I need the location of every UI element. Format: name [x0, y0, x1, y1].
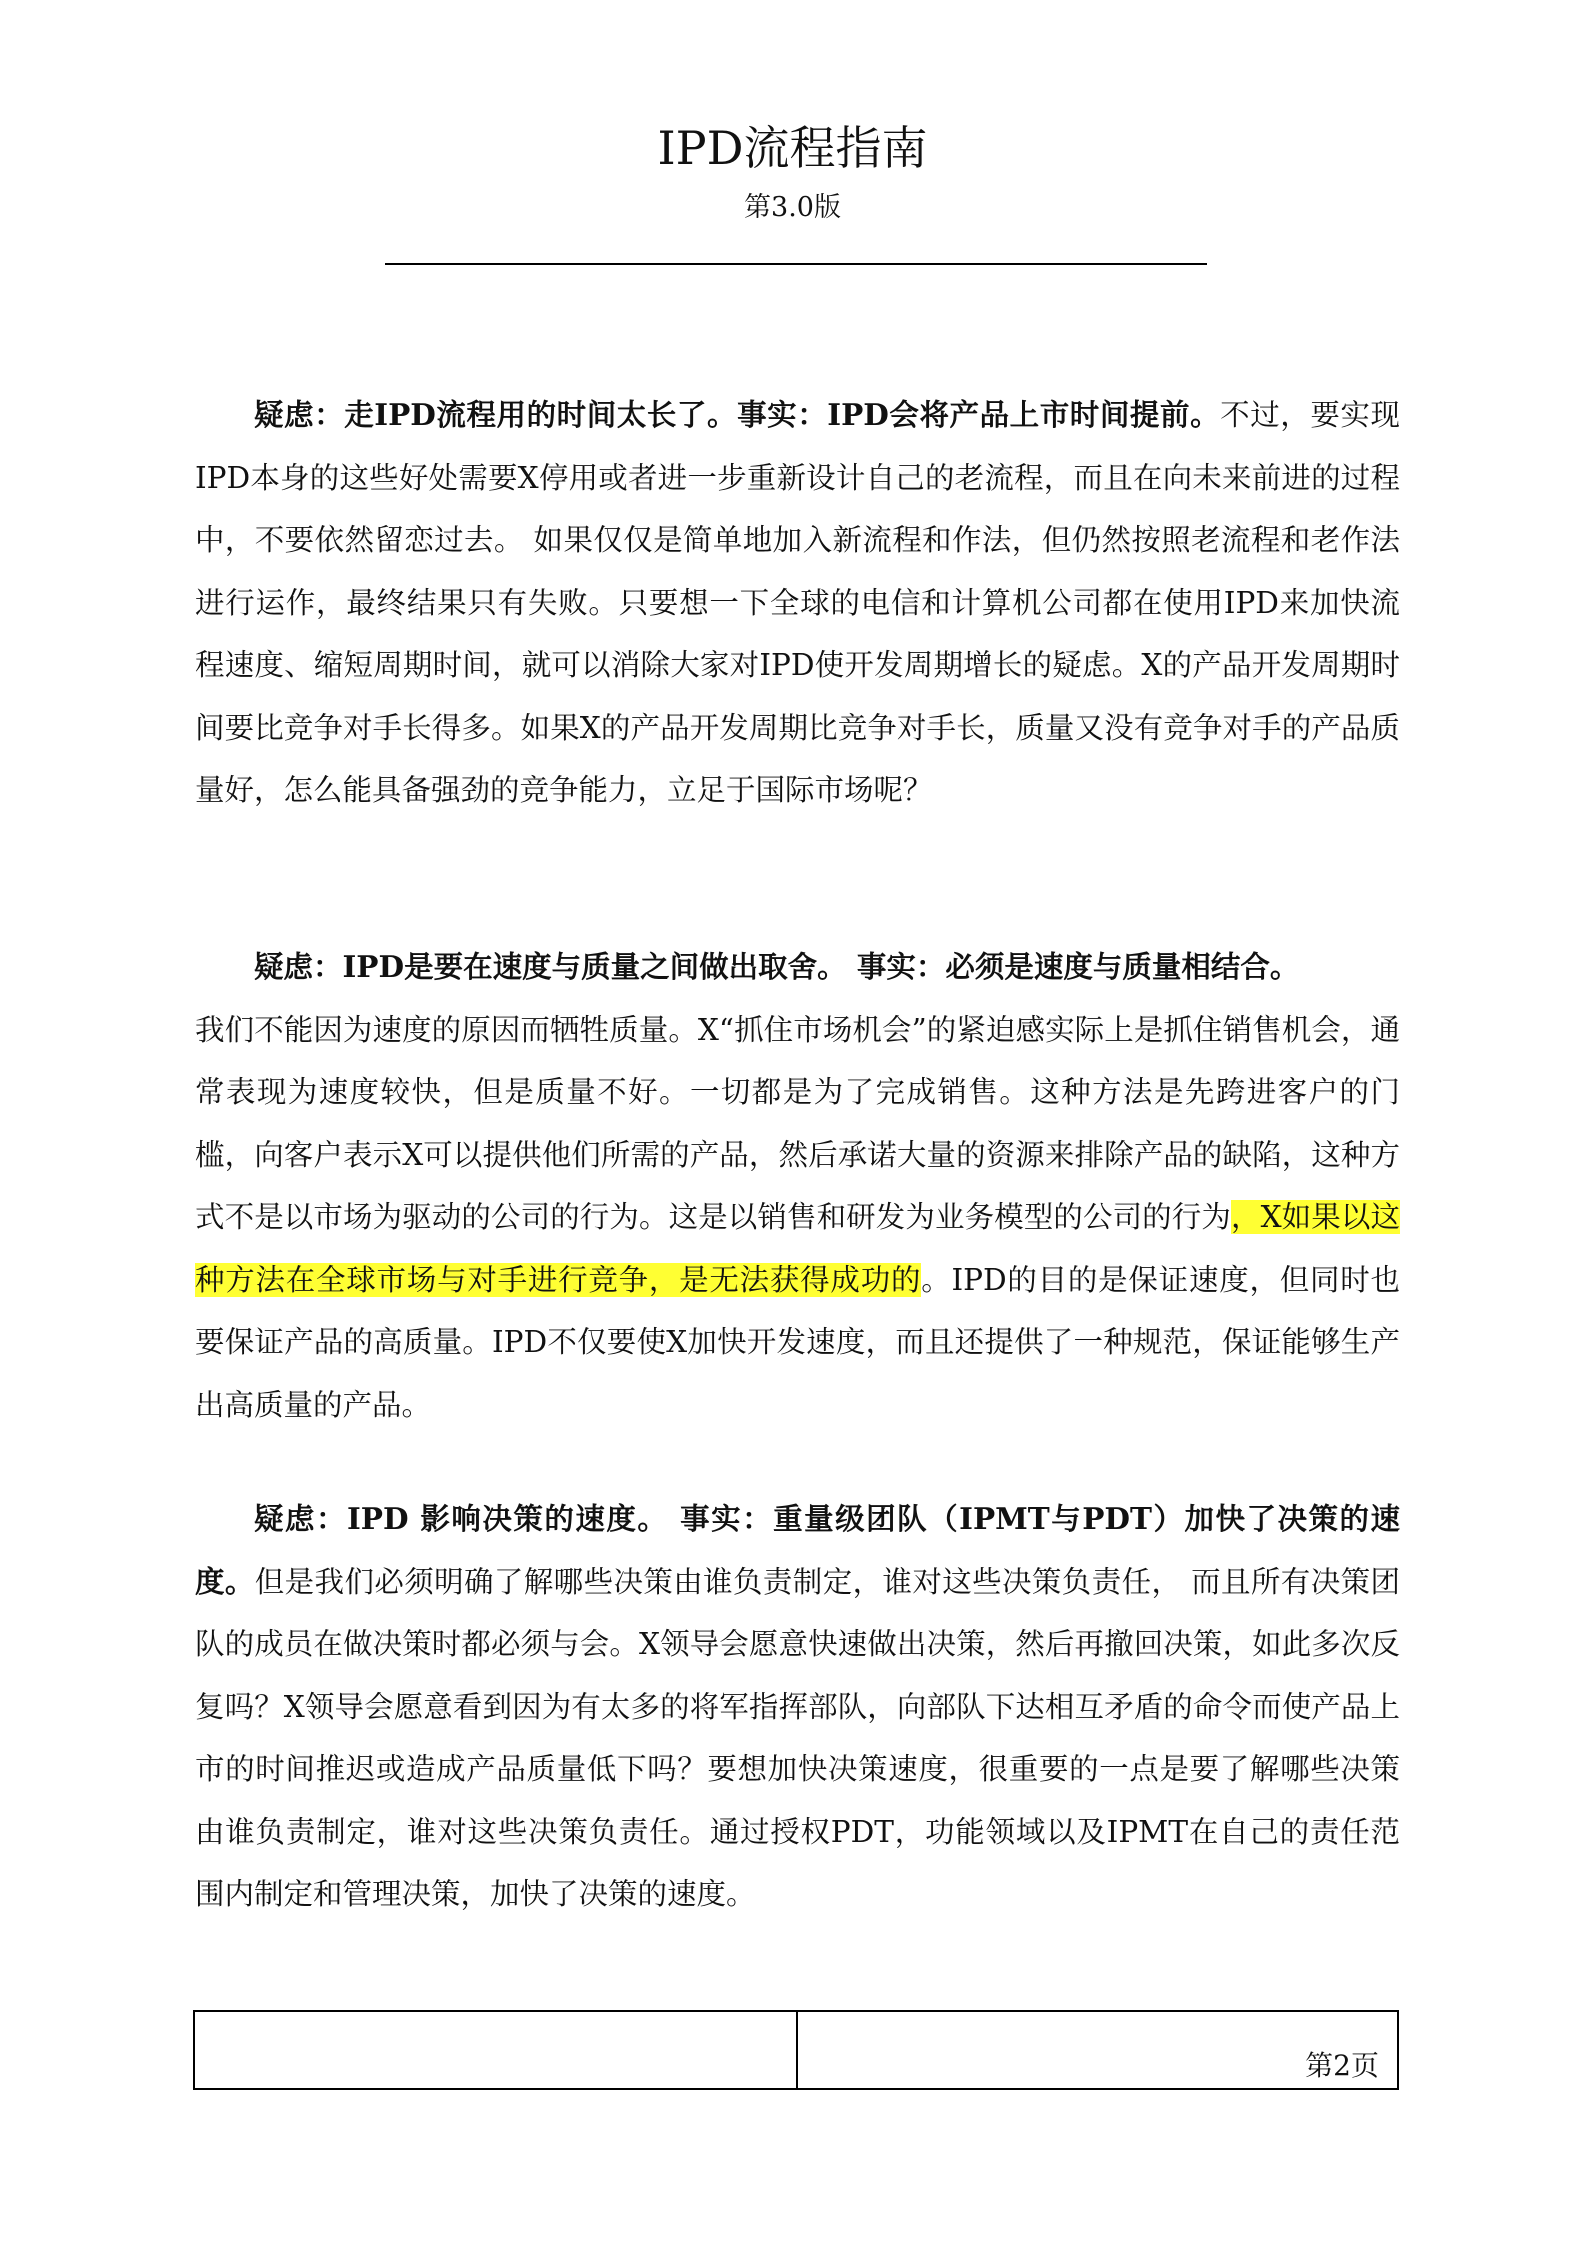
paragraph-3 [195, 1488, 1400, 1926]
footer-table [193, 2010, 1399, 2090]
section-1 [195, 384, 1400, 822]
paragraph-1-text: 不过，要实现IPD本身的这些好处需要X停用或者进一步重新设计自己的老流程，而且在向未来前进的过程中，不要依然留恋过去。 如果仅仅是简单地加入新流程和作法，但仍然按照老流程和老作法进行运作，最终结果只有失败。只要想一下全球的电信和计算机公司都在使用IPD来加快流程速度、缩短周期时间，就可以消除大家对IPD使开发周期增长的疑虑。X的产品开发周期时间要比竞争对手长得多。如果X的产品开发周期比竞争对手长，质量又没有竞争对手的产品质量好，怎么能具备强劲的竞争能力，立足于国际市场呢？ [195, 398, 1400, 807]
section-2 [195, 936, 1400, 1436]
paragraph-2-text: 我们不能因为速度的原因而牺牲质量。X“抓住市场机会”的紧迫感实际上是抓住销售机会，通常表现为速度较快，但是质量不好。一切都是为了完成销售。这种方法是先跨进客户的门槛，向客户表示X可以提供他们所需的产品，然后承诺大量的资源来排除产品的缺陷，这种方式不是以市场为驱动的公司的行为。这是以销售和研发为业务模型的公司的行为 [195, 1012, 1400, 1234]
header-divider [385, 263, 1207, 265]
paragraph-1-lead: 疑虑：走IPD流程用的时间太长了。事实：IPD会将产品上市时间提前。 [254, 397, 1221, 432]
paragraph-3-lead: 疑虑：IPD 影响决策的速度。 事实：重量级团队（IPMT与PDT）加快了决策的速度。 [195, 1501, 1400, 1599]
document-version: 第3.0版 [744, 192, 841, 223]
document-title: IPD流程指南 [657, 121, 928, 175]
paragraph-3-text: 但是我们必须明确了解哪些决策由谁负责制定，谁对这些决策负责任， 而且所有决策团队的成员在做决策时都必须与会。X领导会愿意快速做出决策，然后再撤回决策，如此多次反复吗？X领导会愿意看到因为有太多的将军指挥部队，向部队下达相互矛盾的命令而使产品上市的时间推迟或造成产品质量低下吗？要想加快决策速度，很重要的一点是要了解哪些决策由谁负责制定，谁对这些决策负责任。通过授权PDT，功能领域以及IPMT在自己的责任范围内制定和管理决策，加快了决策的速度。 [195, 1564, 1400, 1911]
footer-cell-left [195, 2012, 798, 2088]
footer-cell-right [798, 2012, 1397, 2088]
highlighted-text: ，X如果以这种方法在全球市场与对手进行竞争，是无法获得成功的 [195, 1200, 1400, 1297]
section-3 [195, 1488, 1400, 1926]
page-number: 第2页 [1305, 2049, 1379, 2082]
paragraph-2-lead: 疑虑：IPD是要在速度与质量之间做出取舍。 事实：必须是速度与质量相结合。 [254, 949, 1300, 984]
paragraph-2-text-after: 。IPD的目的是保证速度，但同时也要保证产品的高质量。IPD不仅要使X加快开发速度，而且还提供了一种规范，保证能够生产出高质量的产品。 [195, 1262, 1400, 1422]
paragraph-2 [195, 936, 1400, 1436]
paragraph-1 [195, 384, 1400, 822]
